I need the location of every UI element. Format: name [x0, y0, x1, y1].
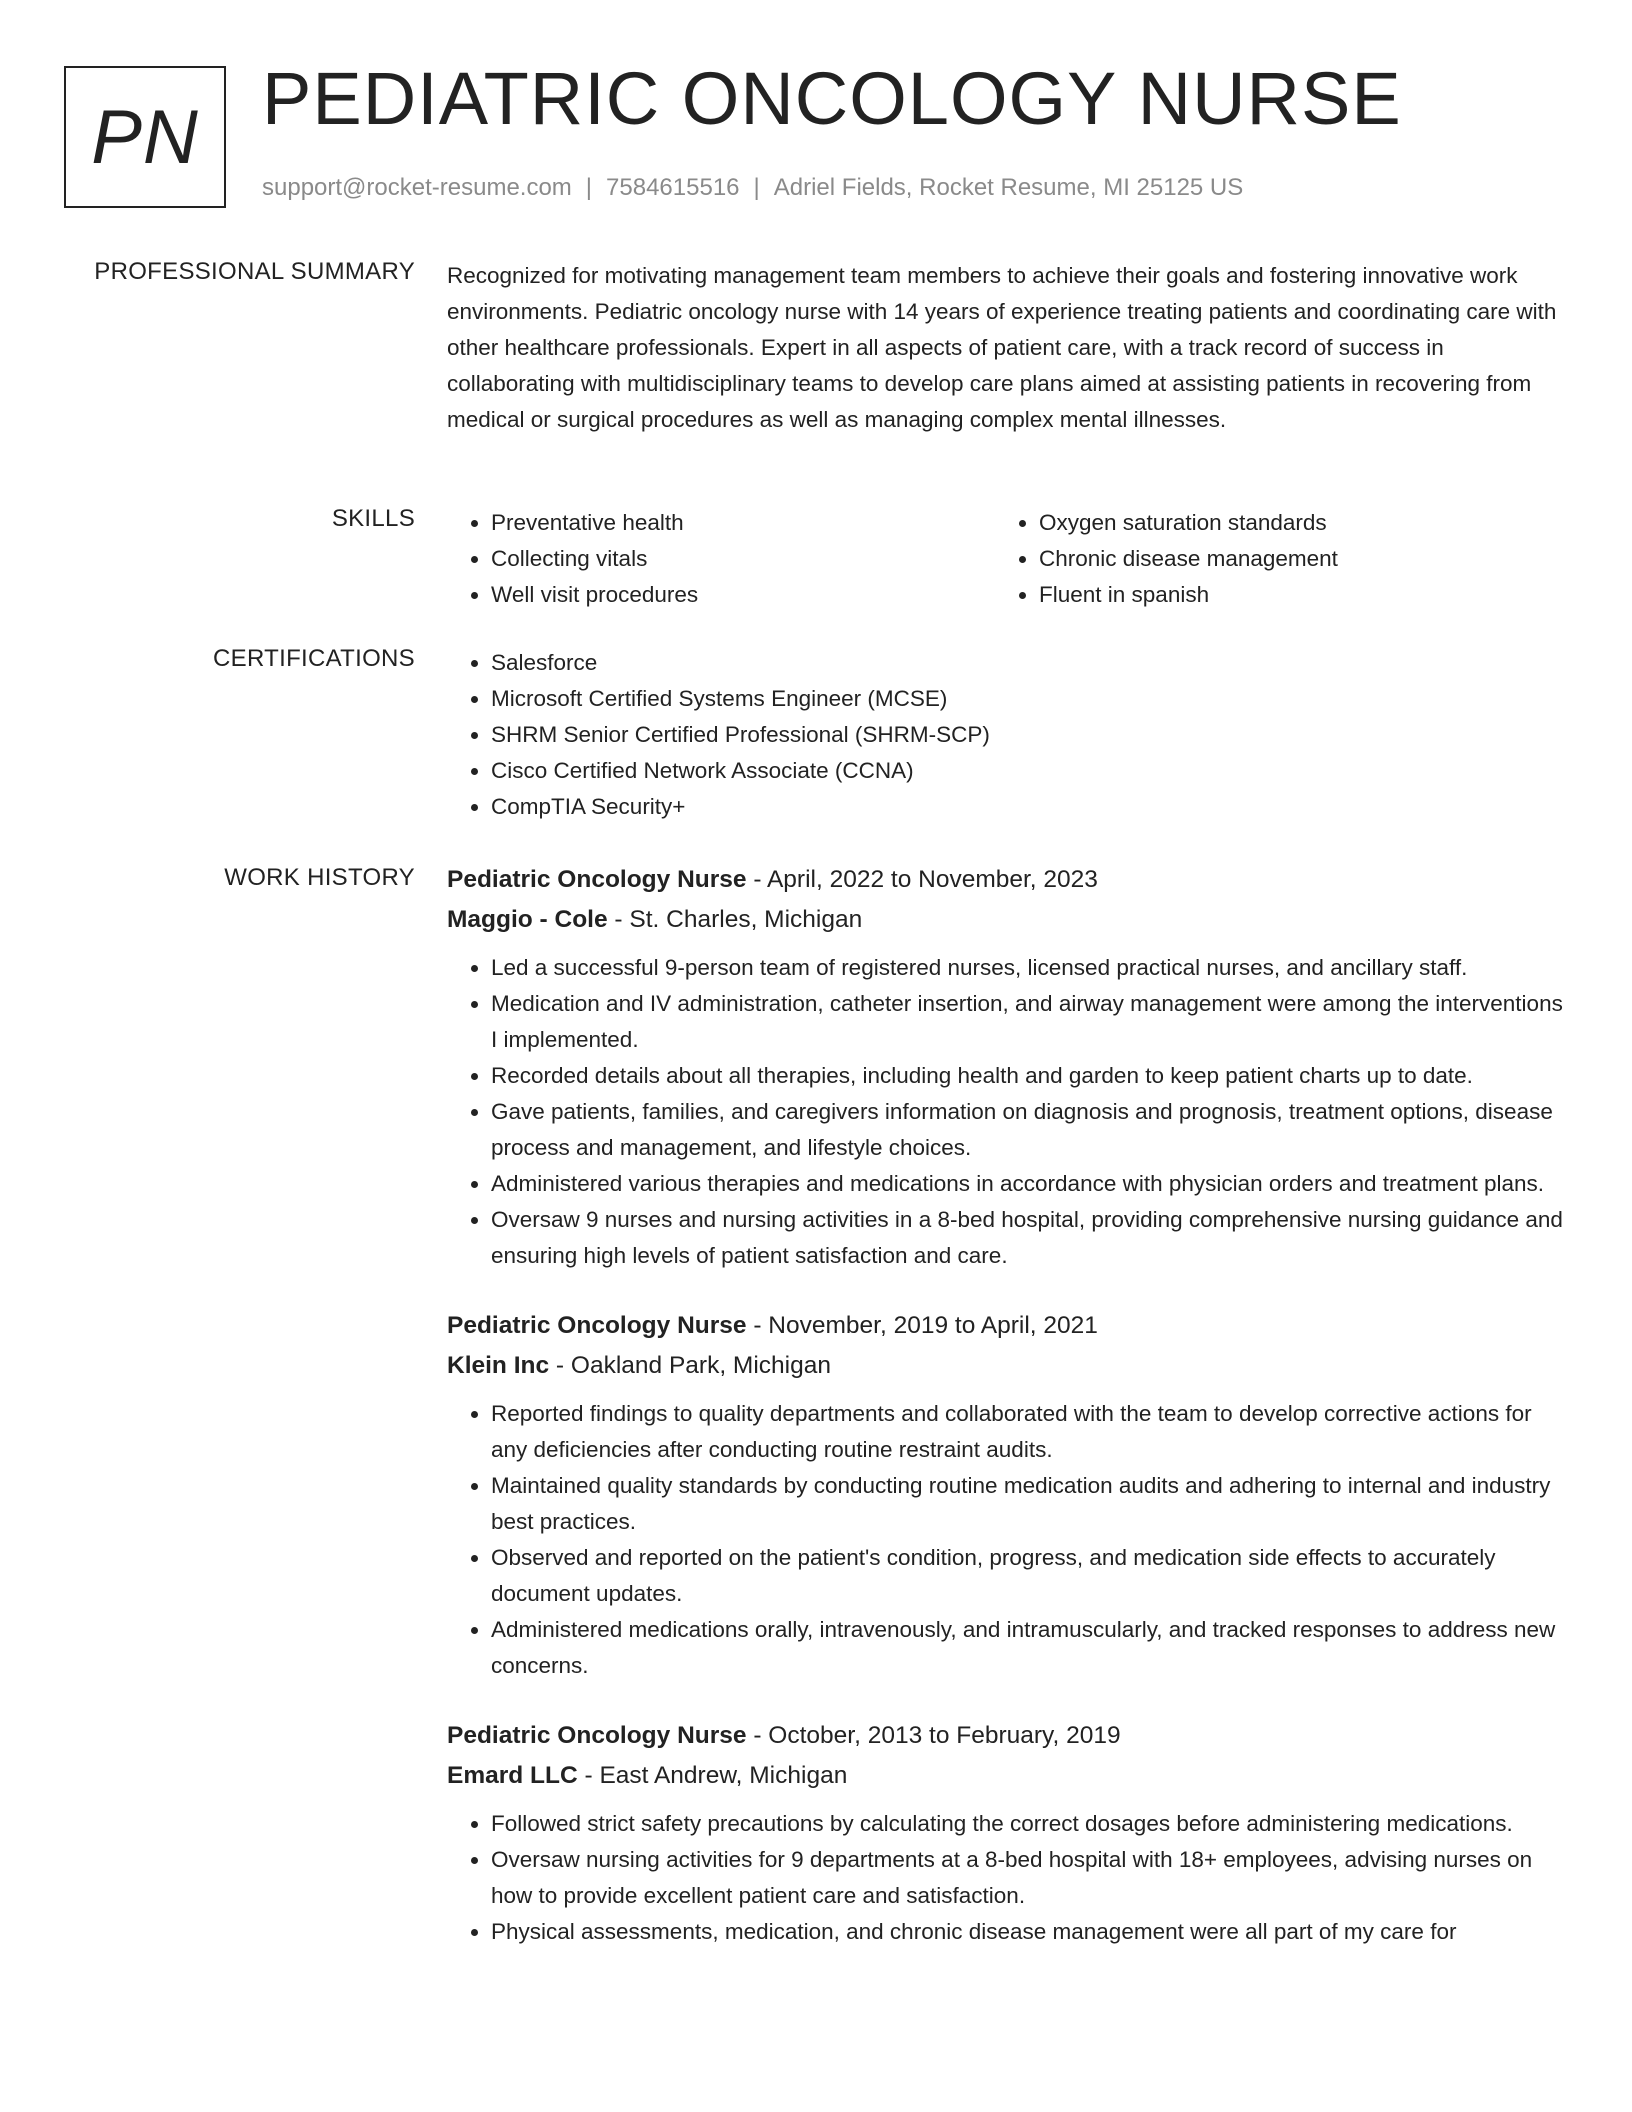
certification-item: • Cisco Certified Network Associate (CCNA) — [491, 753, 1567, 789]
job-dates: - November, 2019 to April, 2021 — [746, 1312, 1098, 1339]
job-bullet: • Led a successful 9-person team of registered nurses, licensed practical nurses, and ancillary staff. — [491, 950, 1567, 986]
skill-item: • Collecting vitals — [491, 541, 995, 577]
skill-item: • Oxygen saturation standards — [1039, 505, 1543, 541]
skills-column-2 — [995, 505, 1543, 613]
skills-column-1 — [447, 505, 995, 613]
job-bullet: • Administered various therapies and medications in accordance with physician orders and treatment plans. — [491, 1166, 1567, 1202]
certification-item: • Microsoft Certified Systems Engineer (MCSE) — [491, 681, 1567, 717]
skill-item: • Preventative health — [491, 505, 995, 541]
certification-item: • Salesforce — [491, 645, 1567, 681]
job-location: - St. Charles, Michigan — [607, 906, 863, 933]
skill-item: • Fluent in spanish — [1039, 577, 1543, 613]
job-title: Pediatric Oncology Nurse — [447, 866, 747, 893]
job-bullet: • Observed and reported on the patient's condition, progress, and medication side effects to accurately document updates. — [491, 1540, 1567, 1612]
job-bullet: • Maintained quality standards by conducting routine medication audits and adhering to internal and industry best practices. — [491, 1468, 1567, 1540]
certifications-list — [447, 645, 1567, 825]
certification-item: • CompTIA Security+ — [491, 789, 1567, 825]
contact-address: Adriel Fields, Rocket Resume, MI 25125 US — [773, 174, 1244, 201]
job-dates: - October, 2013 to February, 2019 — [746, 1722, 1121, 1749]
job-bullet: • Administered medications orally, intravenously, and intramuscularly, and tracked responses to address new concerns. — [491, 1612, 1567, 1684]
contact-separator: | — [585, 174, 593, 201]
job-title: Pediatric Oncology Nurse — [447, 1312, 747, 1339]
skill-item: • Well visit procedures — [491, 577, 995, 613]
skills-heading: SKILLS — [331, 505, 415, 532]
job-bullet: • Followed strict safety precautions by calculating the correct dosages before administering medications. — [491, 1806, 1567, 1842]
job-dates: - April, 2022 to November, 2023 — [746, 866, 1098, 893]
certification-item: • SHRM Senior Certified Professional (SHRM-SCP) — [491, 717, 1567, 753]
contact-phone[interactable]: 7584615516 — [606, 174, 740, 201]
job-entry — [447, 860, 1567, 1274]
job-company: Maggio - Cole — [447, 906, 608, 933]
page-title: PEDIATRIC ONCOLOGY NURSE — [262, 57, 1402, 140]
job-title-line — [447, 860, 1567, 900]
summary-heading: PROFESSIONAL SUMMARY — [94, 258, 415, 285]
skill-item: • Chronic disease management — [1039, 541, 1543, 577]
work-history-body — [447, 860, 1567, 1982]
summary-text: Recognized for motivating management team members to achieve their goals and fostering innovative work environments. Pediatric oncology nurse with 14 years of experience treating patients and coordinating care with other healthcare professionals. Expert in all aspects of patient care, with a track record of success in collaborating with multidisciplinary teams to develop care plans aimed at assisting patients in recovering from medical or surgical procedures as well as managing complex mental illnesses. — [447, 263, 1557, 432]
job-title-line — [447, 1306, 1567, 1346]
job-bullets — [447, 1396, 1567, 1684]
job-bullet: • Medication and IV administration, catheter insertion, and airway management were among the interventions I implemented. — [491, 986, 1567, 1058]
job-company-line — [447, 900, 1567, 940]
job-bullet: • Oversaw nursing activities for 9 departments at a 8-bed hospital with 18+ employees, advising nurses on how to provide excellent patient care and satisfaction. — [491, 1842, 1567, 1914]
job-bullet: • Gave patients, families, and caregivers information on diagnosis and prognosis, treatment options, disease process and management, and lifestyle choices. — [491, 1094, 1567, 1166]
job-title-line — [447, 1716, 1567, 1756]
contact-separator: | — [753, 174, 760, 201]
job-location: - Oakland Park, Michigan — [549, 1352, 831, 1379]
skills-body — [447, 505, 1567, 613]
contact-email[interactable]: support@rocket-resume.com — [262, 174, 572, 201]
work-history-heading: WORK HISTORY — [224, 864, 415, 891]
job-location: - East Andrew, Michigan — [577, 1762, 848, 1789]
job-company-line — [447, 1346, 1567, 1386]
job-company: Emard LLC — [447, 1762, 578, 1789]
job-entry — [447, 1716, 1567, 1950]
job-title: Pediatric Oncology Nurse — [447, 1722, 747, 1749]
job-bullet: • Physical assessments, medication, and chronic disease management were all part of my care for — [491, 1914, 1567, 1950]
job-company: Klein Inc — [447, 1352, 550, 1379]
job-company-line — [447, 1756, 1567, 1796]
job-entry — [447, 1306, 1567, 1684]
monogram-logo: PN — [64, 66, 226, 208]
job-bullets — [447, 950, 1567, 1274]
certifications-heading: CERTIFICATIONS — [213, 645, 415, 672]
job-bullet: • Reported findings to quality departments and collaborated with the team to develop corrective actions for any deficiencies after conducting routine restraint audits. — [491, 1396, 1567, 1468]
contact-line — [262, 174, 1243, 202]
job-bullet: • Recorded details about all therapies, including health and garden to keep patient charts up to date. — [491, 1058, 1567, 1094]
job-bullet: • Oversaw 9 nurses and nursing activities in a 8-bed hospital, providing comprehensive nursing guidance and ensuring high levels of patient satisfaction and care. — [491, 1202, 1567, 1274]
job-bullets — [447, 1806, 1567, 1950]
certifications-body — [447, 645, 1567, 825]
